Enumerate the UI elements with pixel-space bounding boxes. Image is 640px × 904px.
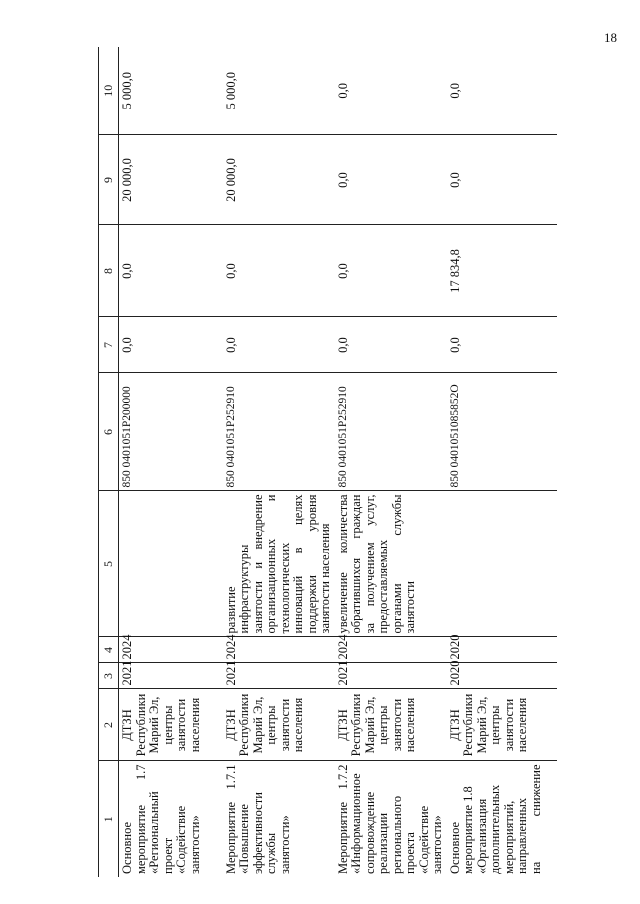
activity-name-cell — [119, 761, 223, 877]
text-line: Марий Эл, — [147, 696, 161, 754]
value-cell: 0,0 — [223, 225, 335, 317]
value-cell: 5 000,0 — [223, 47, 335, 135]
text-line: занятости — [277, 698, 292, 752]
header-cell: 8 — [99, 225, 119, 317]
executor-cell — [447, 689, 557, 761]
value-cell: 0,0 — [335, 135, 447, 225]
text-line: центры — [264, 705, 278, 745]
header-cell: 6 — [99, 373, 119, 491]
start-year-cell: 2021 — [335, 663, 447, 689]
header-cell: 3 — [99, 663, 119, 689]
text-line: Республики — [237, 693, 251, 757]
text-line: Основное — [447, 821, 462, 874]
header-cell: 4 — [99, 637, 119, 663]
text-line: населения — [403, 697, 417, 753]
budget-code-cell: 850 0401051085852О — [447, 373, 557, 491]
text-line: «Организация — [474, 798, 489, 874]
text-line: на снижение — [528, 764, 543, 874]
budget-code-cell: 850 0401051P252910 — [335, 373, 447, 491]
page-number: 18 — [604, 30, 617, 45]
text-line: Марий Эл, — [474, 696, 489, 754]
activity-name-cell — [335, 761, 447, 877]
end-year-cell: 2024 — [223, 637, 335, 663]
activity-name-cell — [223, 761, 335, 877]
text-line: занятости — [403, 581, 417, 634]
text-line: дополнительных — [488, 784, 502, 874]
value-cell: 0,0 — [119, 225, 223, 317]
table-row — [335, 47, 447, 877]
text-line: занятости — [501, 698, 516, 752]
text-line: обратившихся граждан — [349, 494, 363, 634]
text-line: населения — [515, 697, 529, 753]
start-year-cell: 2020 — [447, 663, 557, 689]
result-cell — [223, 491, 335, 637]
text-line: населения — [291, 697, 305, 753]
text-line: за получением услуг, — [362, 494, 377, 634]
executor-cell — [223, 689, 335, 761]
text-line: регионального проекта — [389, 795, 417, 874]
header-cell: 2 — [99, 689, 119, 761]
value-cell: 0,0 — [447, 135, 557, 225]
value-cell: 17 834,8 — [447, 225, 557, 317]
value-cell: 20 000,0 — [119, 135, 223, 225]
value-cell: 0,0 — [335, 47, 447, 135]
table-row — [447, 47, 557, 877]
text-line: организационных и — [264, 494, 278, 634]
table-row — [223, 47, 335, 877]
header-cell: 9 — [99, 135, 119, 225]
value-cell: 0,0 — [335, 225, 447, 317]
value-cell: 0,0 — [447, 47, 557, 135]
text-line: сопровождение — [362, 791, 377, 874]
text-line: органами службы — [389, 494, 404, 634]
start-year-cell: 2021 — [119, 663, 223, 689]
header-row — [99, 47, 119, 877]
text-line: занятости — [174, 698, 188, 752]
start-year-cell: 2021 — [223, 663, 335, 689]
text-line: предоставляемых — [376, 539, 390, 634]
text-line: ДТЗН — [223, 709, 238, 741]
text-line: увеличение количества — [335, 494, 350, 634]
text-line: ДТЗН — [120, 709, 134, 741]
text-line: ДТЗН — [335, 709, 350, 741]
text-line: мероприятий, — [501, 800, 516, 874]
text-line: центры — [488, 705, 502, 745]
end-year-cell: 2024 — [335, 637, 447, 663]
text-line: «Информационное — [349, 773, 363, 874]
header-cell: 10 — [99, 47, 119, 135]
text-line: населения — [187, 697, 202, 753]
text-line: мероприятие 1.7 — [133, 764, 148, 874]
text-line: эффективности службы — [250, 792, 278, 874]
activity-name-cell — [447, 761, 557, 877]
executor-cell — [119, 689, 223, 761]
budget-code-cell: 850 0401051P200000 — [119, 373, 223, 491]
result-cell — [447, 491, 557, 637]
text-line: занятости населения — [318, 523, 332, 634]
text-line: «Содействие занятости» — [174, 805, 202, 874]
text-line: «Повышение — [237, 804, 251, 874]
text-line: «Региональный проект — [147, 791, 175, 874]
text-line: Марий Эл, — [362, 696, 377, 754]
text-line: «Содействие занятости» — [416, 805, 444, 874]
table-row — [119, 47, 223, 877]
text-line: Мероприятие 1.7.2 — [335, 764, 350, 874]
text-line: Марий Эл, — [250, 696, 265, 754]
text-line: ДТЗН — [447, 709, 462, 741]
end-year-cell: 2024 — [119, 637, 223, 663]
result-cell — [119, 491, 223, 637]
text-line: Республики — [349, 693, 363, 757]
text-line: Республики — [133, 693, 148, 757]
text-line: поддержки уровня — [304, 494, 319, 634]
rotated-table-container — [98, 47, 543, 877]
text-line: центры — [160, 705, 175, 745]
text-line: направленных — [515, 797, 529, 874]
executor-cell — [335, 689, 447, 761]
text-line: занятости» — [277, 815, 292, 874]
text-line: Республики — [461, 693, 475, 757]
text-line: мероприятие 1.8 — [461, 786, 475, 874]
text-line: реализации — [376, 812, 390, 874]
value-cell: 0,0 — [335, 317, 447, 373]
header-cell: 5 — [99, 491, 119, 637]
result-cell — [335, 491, 447, 637]
text-line: технологических — [277, 542, 292, 634]
value-cell: 20 000,0 — [223, 135, 335, 225]
header-cell: 1 — [99, 761, 119, 877]
value-cell: 0,0 — [119, 317, 223, 373]
text-line: занятости — [389, 698, 404, 752]
text-line: инноваций в целях — [291, 494, 305, 634]
text-line: занятости и внедрение — [250, 494, 265, 634]
value-cell: 5 000,0 — [119, 47, 223, 135]
value-cell: 0,0 — [223, 317, 335, 373]
text-line: инфраструктуры — [237, 544, 251, 634]
text-line: развитие — [223, 586, 238, 634]
text-line: центры — [376, 705, 390, 745]
end-year-cell: 2020 — [447, 637, 557, 663]
program-activities-table — [98, 47, 557, 877]
header-cell: 7 — [99, 317, 119, 373]
text-line: Мероприятие 1.7.1 — [223, 764, 238, 874]
budget-code-cell: 850 0401051P252910 — [223, 373, 335, 491]
value-cell: 0,0 — [447, 317, 557, 373]
text-line: Основное — [120, 821, 134, 874]
